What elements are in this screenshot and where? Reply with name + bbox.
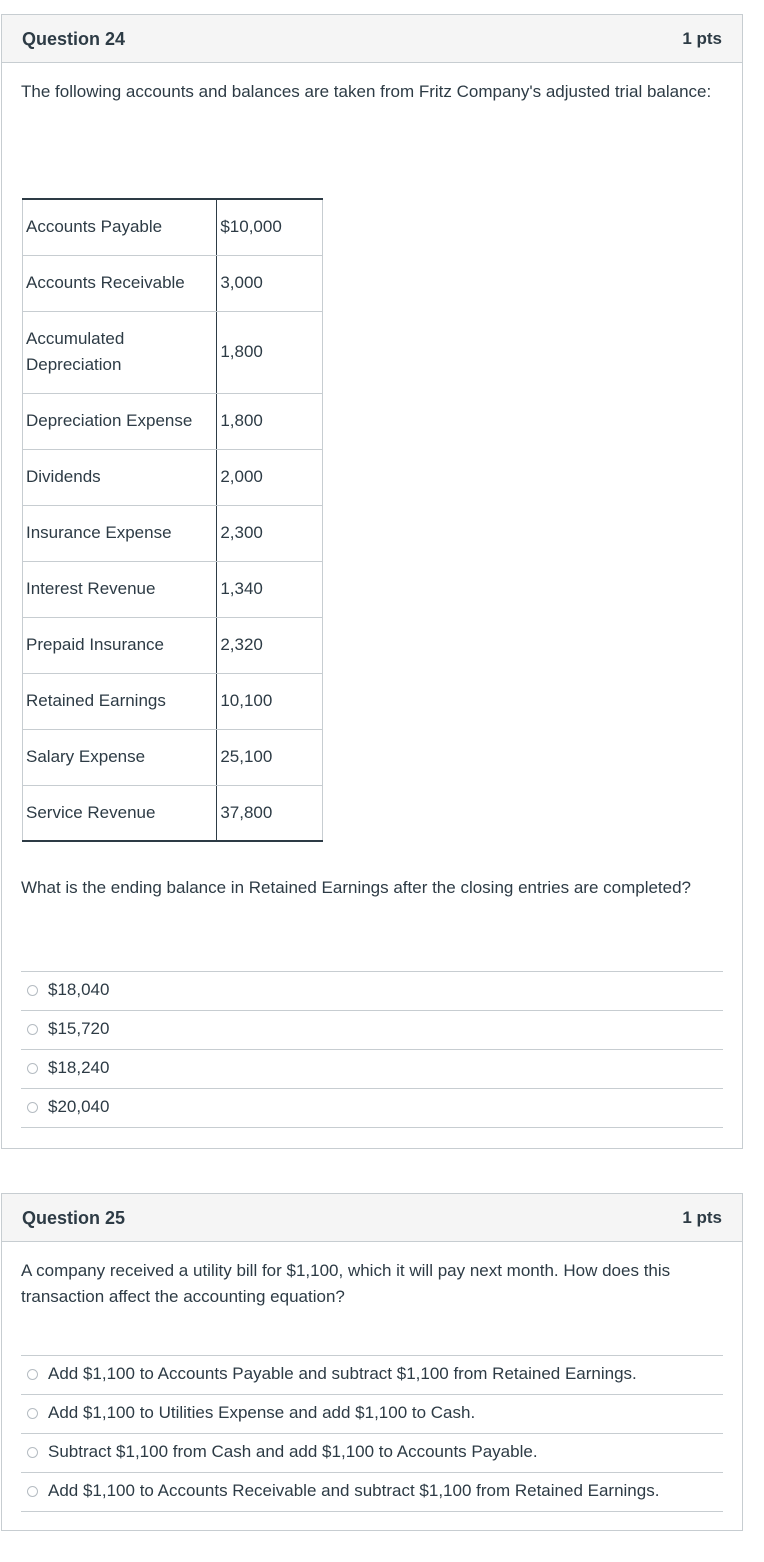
radio-button[interactable] <box>27 1408 38 1419</box>
table-row <box>23 255 323 311</box>
table-row <box>23 311 323 393</box>
account-amount: 3,000 <box>217 255 323 311</box>
account-name: Dividends <box>23 449 217 505</box>
answer-option[interactable] <box>21 1472 723 1512</box>
table-row <box>23 673 323 729</box>
table-row <box>23 505 323 561</box>
account-name: Accumulated Depreciation <box>23 311 217 393</box>
account-amount: 1,800 <box>217 393 323 449</box>
answer-label[interactable]: $15,720 <box>48 1019 110 1038</box>
table-row <box>23 393 323 449</box>
account-name: Retained Earnings <box>23 673 217 729</box>
answer-label[interactable]: Add $1,100 to Accounts Receivable and subtract $1,100 from Retained Earnings. <box>48 1481 660 1500</box>
account-name: Insurance Expense <box>23 505 217 561</box>
answer-option[interactable] <box>21 1010 723 1049</box>
account-name: Prepaid Insurance <box>23 617 217 673</box>
radio-button[interactable] <box>27 1024 38 1035</box>
answer-list <box>21 971 723 1128</box>
radio-button[interactable] <box>27 1486 38 1497</box>
account-name: Accounts Payable <box>23 199 217 255</box>
question-title: Question 24 <box>22 29 126 49</box>
answer-list <box>21 1355 723 1512</box>
account-amount: $10,000 <box>217 199 323 255</box>
account-amount: 37,800 <box>217 785 323 841</box>
radio-button[interactable] <box>27 985 38 996</box>
answer-option[interactable] <box>21 1049 723 1088</box>
answer-option[interactable] <box>21 1394 723 1433</box>
question-prompt-text: What is the ending balance in Retained Earnings after the closing entries are completed? <box>21 878 692 897</box>
account-name: Salary Expense <box>23 729 217 785</box>
account-amount: 2,320 <box>217 617 323 673</box>
answer-option[interactable] <box>21 1355 723 1394</box>
question-points: 1 pts <box>682 29 722 48</box>
account-amount: 25,100 <box>217 729 323 785</box>
answer-label[interactable]: $18,240 <box>48 1058 110 1077</box>
account-name: Service Revenue <box>23 785 217 841</box>
table-row <box>23 199 323 255</box>
trial-balance-table <box>22 198 323 842</box>
account-amount: 2,300 <box>217 505 323 561</box>
answer-option[interactable] <box>21 971 723 1010</box>
question-intro-text: The following accounts and balances are taken from Fritz Company's adjusted trial balance: <box>21 82 712 101</box>
table-row <box>23 561 323 617</box>
answer-option[interactable] <box>21 1433 723 1472</box>
question-prompt-text: A company received a utility bill for $1,100, which it will pay next month. How does this transaction affect the accounting equation? <box>21 1261 671 1306</box>
account-amount: 1,340 <box>217 561 323 617</box>
radio-button[interactable] <box>27 1369 38 1380</box>
account-amount: 2,000 <box>217 449 323 505</box>
question-header <box>2 15 742 63</box>
radio-button[interactable] <box>27 1102 38 1113</box>
table-row <box>23 449 323 505</box>
answer-label[interactable]: $18,040 <box>48 980 110 999</box>
account-name: Accounts Receivable <box>23 255 217 311</box>
answer-label[interactable]: $20,040 <box>48 1097 110 1116</box>
answer-option[interactable] <box>21 1088 723 1128</box>
table-row <box>23 617 323 673</box>
answer-label[interactable]: Add $1,100 to Utilities Expense and add $1,100 to Cash. <box>48 1403 476 1422</box>
account-name: Interest Revenue <box>23 561 217 617</box>
account-amount: 1,800 <box>217 311 323 393</box>
radio-button[interactable] <box>27 1063 38 1074</box>
account-amount: 10,100 <box>217 673 323 729</box>
question-title: Question 25 <box>22 1208 126 1228</box>
question-header <box>2 1194 742 1242</box>
radio-button[interactable] <box>27 1447 38 1458</box>
answer-label[interactable]: Subtract $1,100 from Cash and add $1,100 to Accounts Payable. <box>48 1442 538 1461</box>
table-row <box>23 729 323 785</box>
question-points: 1 pts <box>682 1208 722 1227</box>
table-row <box>23 785 323 841</box>
account-name: Depreciation Expense <box>23 393 217 449</box>
answer-label[interactable]: Add $1,100 to Accounts Payable and subtract $1,100 from Retained Earnings. <box>48 1364 637 1383</box>
